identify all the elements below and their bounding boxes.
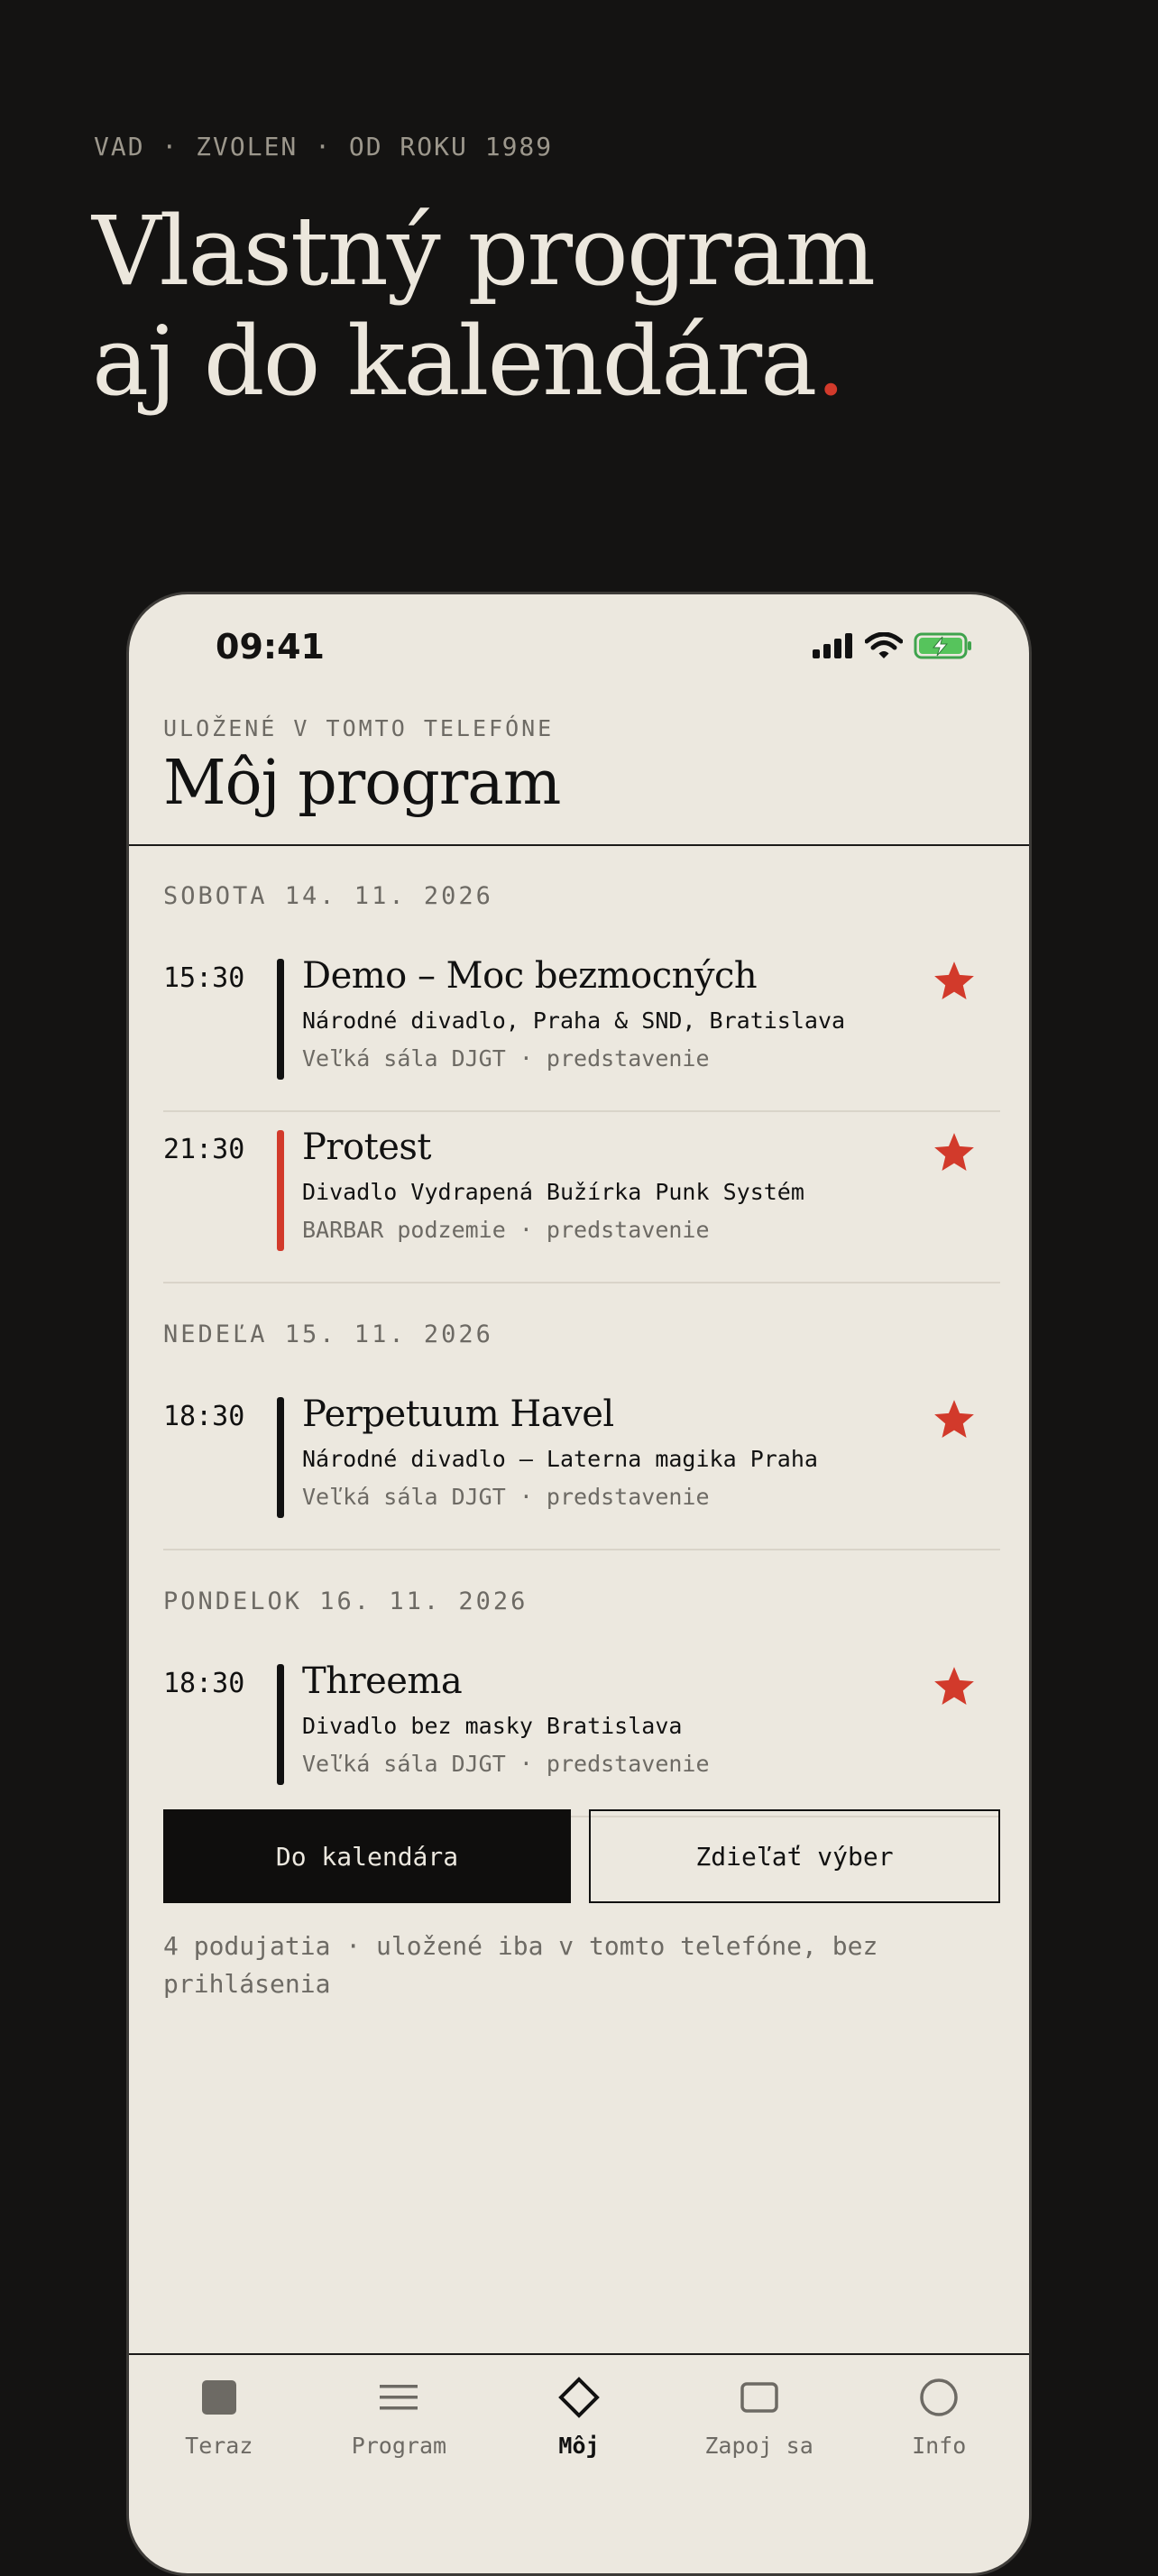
event-bar xyxy=(277,1664,284,1785)
event-title: Protest xyxy=(302,1127,431,1168)
diamond-icon xyxy=(558,2377,600,2418)
event-venue: Veľká sála DJGT · predstavenie xyxy=(302,1751,710,1777)
day-heading: NEDEĽA 15. 11. 2026 xyxy=(163,1320,493,1348)
section-eyebrow: ULOŽENÉ V TOMTO TELEFÓNE xyxy=(163,715,555,741)
status-icons xyxy=(813,632,973,659)
circle-icon xyxy=(918,2377,960,2418)
event-title: Demo – Moc bezmocných xyxy=(302,955,758,997)
status-bar xyxy=(129,594,1029,703)
event-venue: BARBAR podzemie · predstavenie xyxy=(302,1217,710,1243)
event-venue: Veľká sála DJGT · predstavenie xyxy=(302,1045,710,1072)
tab-label: Program xyxy=(351,2433,447,2459)
day-heading: PONDELOK 16. 11. 2026 xyxy=(163,1587,528,1615)
event-company: Národné divadlo – Laterna magika Praha xyxy=(302,1446,818,1472)
event-time: 18:30 xyxy=(163,1401,245,1432)
event-company: Divadlo Vydrapená Bužírka Punk Systém xyxy=(302,1179,804,1205)
star-icon[interactable] xyxy=(932,1664,977,1709)
tab-label: Teraz xyxy=(185,2433,253,2459)
wifi-icon xyxy=(865,632,903,659)
day-section xyxy=(163,1550,1000,1817)
tab-info[interactable] xyxy=(849,2355,1029,2576)
star-icon[interactable] xyxy=(932,1130,977,1175)
tab-zapoj-sa[interactable] xyxy=(669,2355,850,2576)
event-time: 18:30 xyxy=(163,1668,245,1699)
square-icon xyxy=(198,2377,240,2418)
rounded-rect-icon xyxy=(739,2377,780,2418)
event-company: Národné divadlo, Praha & SND, Bratislava xyxy=(302,1007,846,1034)
event-bar xyxy=(277,1130,284,1251)
tab-moj[interactable] xyxy=(489,2355,669,2576)
tab-label: Môj xyxy=(558,2433,600,2459)
action-buttons xyxy=(163,1809,1000,1903)
battery-charging-icon xyxy=(914,632,973,659)
page-eyebrow: VAD · ZVOLEN · OD ROKU 1989 xyxy=(94,132,554,161)
tab-bar xyxy=(129,2353,1029,2576)
tab-teraz[interactable] xyxy=(129,2355,309,2576)
event-title: Perpetuum Havel xyxy=(302,1394,614,1435)
event-company: Divadlo bez masky Bratislava xyxy=(302,1713,683,1739)
hero-title-line-2 xyxy=(92,307,874,417)
storage-note: 4 podujatia · uložené iba v tomto telefóne, bez prihlásenia xyxy=(163,1931,878,1999)
status-time: 09:41 xyxy=(216,627,325,667)
share-selection-button[interactable]: Zdieľať výber xyxy=(589,1809,1000,1903)
hero-title-line-2-text: aj do kalendára xyxy=(92,306,816,417)
event-list xyxy=(163,845,1000,1817)
star-icon[interactable] xyxy=(932,959,977,1004)
signal-icon xyxy=(813,633,854,658)
event-row[interactable] xyxy=(163,1379,1000,1550)
hero-title-dot: . xyxy=(815,306,845,417)
event-row[interactable] xyxy=(163,1112,1000,1283)
tab-label: Info xyxy=(912,2433,967,2459)
event-row[interactable] xyxy=(163,1646,1000,1817)
star-icon[interactable] xyxy=(932,1397,977,1442)
event-venue: Veľká sála DJGT · predstavenie xyxy=(302,1484,710,1510)
event-title: Threema xyxy=(302,1661,463,1702)
event-time: 21:30 xyxy=(163,1134,245,1165)
event-row[interactable] xyxy=(163,941,1000,1112)
page-title: Môj program xyxy=(163,748,561,819)
hero-title xyxy=(92,197,874,417)
hero-title-line-1: Vlastný program xyxy=(92,196,875,307)
add-to-calendar-button[interactable]: Do kalendára xyxy=(163,1809,571,1903)
day-section xyxy=(163,1283,1000,1550)
menu-icon xyxy=(378,2377,419,2418)
event-time: 15:30 xyxy=(163,962,245,994)
event-bar xyxy=(277,959,284,1080)
event-bar xyxy=(277,1397,284,1518)
day-heading: SOBOTA 14. 11. 2026 xyxy=(163,881,493,910)
phone-frame xyxy=(126,592,1032,2576)
tab-program[interactable] xyxy=(309,2355,490,2576)
day-section xyxy=(163,845,1000,1283)
tab-label: Zapoj sa xyxy=(704,2433,813,2459)
